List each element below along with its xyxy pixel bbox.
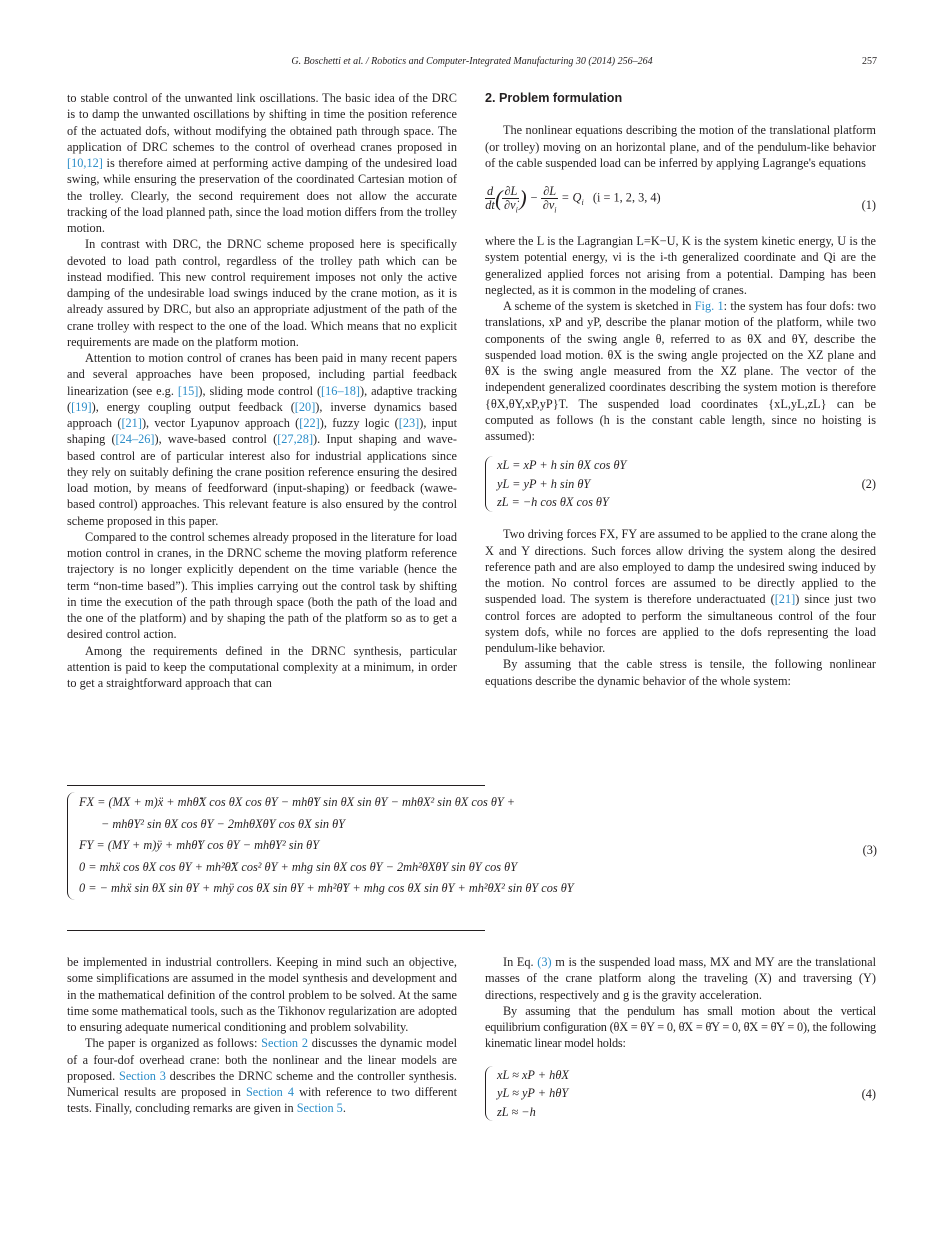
- brace-icon: [485, 456, 495, 512]
- citation-link[interactable]: [21]: [774, 592, 796, 607]
- citation-link[interactable]: [19]: [71, 399, 92, 414]
- paragraph: In contrast with DRC, the DRNC scheme proposed here is specifically devoted to load path control, regardless of the trolley path which can be instead modified. This new control requirement imposes not only the active damping of the undesirable load swings induced by the crane motion, as it is already assured by DRC, but also an appropriate adjustment of the path of the crane trolley with respect to the one of the load. Which means that no explicit requirements are made on the platform motion.: [67, 237, 457, 349]
- equation-3: [67, 792, 877, 900]
- left-column-top: [67, 90, 457, 691]
- citation-link[interactable]: [27,28]: [277, 432, 314, 447]
- citation-link[interactable]: [23]: [398, 416, 420, 430]
- paragraph: The nonlinear equations describing the motion of the translational platform (or trolley) moving on an horizontal plane, and of the pendulum-like behavior of the cable suspended load can be inferred by applying Lagrange's equations: [485, 123, 876, 170]
- paragraph: In Eq. (3) m is the suspended load mass, MX and MY are the translational masses of the crane platform along the traveling (X) and traversing (Y) directions, respectively and g is the gravity acceleration.: [485, 955, 876, 1002]
- equation-2: [485, 456, 876, 516]
- left-column-bottom: [67, 954, 457, 1117]
- paragraph: Compared to the control schemes already proposed in the literature for load motion control in cranes, in the DRNC scheme the moving platform reference trajectory is no longer explicitly dependent on the time variable (hence the term “non-time based”). This implies carrying out the control task by shifting in time the execution of the path through space (both the path of the load and the one of the platform) and by shaping the path of the platform so as to get a desired control action.: [67, 529, 457, 642]
- paragraph: Among the requirements defined in the DRNC synthesis, particular attention is paid to keep the computational complexity at a minimum, in order to get a straightforward approach that can: [67, 643, 457, 690]
- paragraph: By assuming that the cable stress is tensile, the following nonlinear equations describe the dynamic behavior of the whole system:: [485, 657, 876, 688]
- citation-link[interactable]: [15]: [177, 383, 199, 398]
- citation-link[interactable]: [24–26]: [115, 432, 155, 447]
- brace-icon: [67, 792, 77, 900]
- citation-link[interactable]: [16–18]: [321, 383, 360, 398]
- equation-link[interactable]: (3): [537, 955, 552, 969]
- equation-number: (4): [861, 1086, 876, 1101]
- paragraph: A scheme of the system is sketched in Fig. 1: the system has four dofs: two translations, xP and yP, describe the planar motion of the platform, while two components of the swing angle θ, referred to as θX and θY, describe the suspended load motion. θX is the swing angle projected on the XZ plane and θX is the swing angle measured from the XZ plane. The vector of the independent generalized coordinates describing the system motion is therefore {θX,θY,xP,yP}T. The suspended load coordinates {xL,yL,zL} can be computed as follows (h is the constant cable length, since no hoisting is assumed):: [485, 299, 876, 443]
- running-header: [67, 56, 877, 70]
- section-title: 2. Problem formulation: [485, 91, 623, 105]
- divider-bottom: [67, 930, 485, 931]
- running-title: G. Boschetti et al. / Robotics and Computer-Integrated Manufacturing 30 (2014) 256–264: [291, 56, 653, 67]
- eq1-frac-dl-dnu: $\frac{\partial L}{\partial\nu_i}$: [542, 184, 557, 215]
- paragraph: Attention to motion control of cranes has been paid in many recent papers and several approaches have been proposed, including partial feedback linearization (see e.g. [15]), sliding mode control ([16–18]), adaptive tracking ([19]), energy coupling output feedback ([20]), inverse dynamics based approach ([21]), vector Lyapunov approach ([22]), fuzzy logic ([23]), input shaping ([24–26]), wave-based control ([27,28]). Input shaping and wave-based control are of particular interest also for industrial applications since they rely on suitably defining the crane position reference ensuring the desired load motion, by means of feedforward (input-shaping) or feedback (wawe-based control) approaches. This relevant feature is also ensured by the control scheme proposed in this paper.: [67, 351, 458, 528]
- eq1-frac-d: $\frac{d}{dt}$: [485, 184, 495, 212]
- equation-4: [485, 1066, 876, 1126]
- figure-link[interactable]: Fig. 1: [694, 299, 724, 313]
- equation-1: $\frac{d}{dt}$ ( $\frac{\partial L}{\partial\nu̇_i}$ ) − $\frac{\partial L}{\partial\nu_i}$ = $Q_i$ (i = 1, 2, 3, 4) (1): [485, 184, 876, 215]
- equation-system: FX = (MX + m)ẍ + mhθ̈X cos θX cos θY − mhθ̈Y sin θX sin θY − mhθ̇X² sin θX cos θY + − mhθ̇Y² sin θX cos θY − 2mhθ̇Xθ̇Y cos θX sin θY FY = (MY + m)ÿ + mhθ̈Y cos θY − mhθ̇Y² sin θY 0 = mhẍ cos θX cos θY + mh²θ̈X cos² θY + mhg sin θX cos θY − 2mh²θ̇Xθ̇Y sin θY cos θY 0 = − mhẍ sin θX sin θY + mhÿ cos θX sin θY + mh²θ̈Y + mhg cos θX sin θY + mh²θ̇X² sin θY cos θY: [67, 792, 574, 900]
- equation-system: xL = xP + h sin θX cos θY yL = yP + h sin θY zL = −h cos θX cos θY: [485, 456, 626, 512]
- paragraph: Two driving forces FX, FY are assumed to be applied to the crane along the X and Y directions. Such forces allow driving the system along the desired reference path and are also employed to damp the undesired swing induced by the motion. No control forces are assumed to be directly applied to the suspended load. The system is therefore underactuated ([21]) since just two control forces are adopted to perform the simultaneous control of the four system dofs, while no forces are applied to the dofs representing the load pendulum-like behavior.: [485, 527, 877, 655]
- equation-number: (3): [862, 843, 877, 857]
- eq1-frac-dl-dnudot: $\frac{\partial L}{\partial\nu̇_i}$: [504, 184, 518, 215]
- divider-top: [67, 785, 485, 786]
- right-column-bottom: [485, 954, 876, 1126]
- equation-system: xL ≈ xP + hθX yL ≈ yP + hθY zL ≈ −h: [485, 1066, 569, 1122]
- citation-link[interactable]: [20]: [294, 399, 316, 414]
- citation-link[interactable]: [21]: [121, 416, 142, 430]
- paragraph: where the L is the Lagrangian L=K−U, K is the system kinetic energy, U is the system potential energy, νi is the i-th generalized coordinate and Qi are the generalized applied forces not arising from a potential. Damping has been neglected, as it is common in the modeling of cranes.: [485, 234, 876, 297]
- section-link[interactable]: Section 3: [118, 1068, 166, 1083]
- eq1-index-range: (i = 1, 2, 3, 4): [592, 190, 661, 205]
- section-link[interactable]: Section 5: [296, 1101, 343, 1116]
- citation-link[interactable]: [22]: [299, 416, 320, 430]
- page-number: 257: [862, 56, 877, 67]
- equation-number: (2): [861, 477, 876, 492]
- equation-number: (1): [861, 198, 876, 212]
- citation-link[interactable]: [10,12]: [67, 156, 103, 170]
- paragraph: The paper is organized as follows: Section 2 discusses the dynamic model of a four-dof overhead crane: both the nonlinear and the linear models are proposed. Section 3 describes the DRNC scheme and the controller synthesis. Numerical results are proposed in Section 4 with reference to two different tests. Finally, concluding remarks are given in Section 5.: [67, 1036, 458, 1116]
- paragraph: to stable control of the unwanted link oscillations. The basic idea of the DRC is to damp the unwanted oscillations by shifting in time the position reference of the actuated dofs, without modifying the obtained path through space. The application of DRC schemes to the control of overhead cranes proposed in [10,12] is therefore aimed at performing active damping of the undesired load swing, while ensuring the preservation of the coordinated Cartesian motion of the trolley. Clearly, the second requirement does not allow the accurate tracking of the load planned path, since the load motion differs from the trolley motion.: [67, 91, 457, 235]
- brace-icon: [485, 1066, 495, 1122]
- section-link[interactable]: Section 2: [261, 1036, 308, 1051]
- paragraph: be implemented in industrial controllers. Keeping in mind such an objective, some simplifications are assumed in the model synthesis and development and in the mathematical definition of the control problem to be solved. At the same time some mathematical tools, such as the Tikhonov regularization are adopted to ensuring adequate numerical conditioning and problem solvability.: [67, 955, 457, 1034]
- section-link[interactable]: Section 4: [245, 1085, 295, 1099]
- right-column-top: [485, 90, 876, 689]
- paragraph: By assuming that the pendulum has small motion about the vertical equilibrium configuration (θX = θY = 0, θ̇X = θ̇Y = 0, θ̈X = θ̈Y = 0), the following kinematic linear model holds:: [485, 1003, 876, 1051]
